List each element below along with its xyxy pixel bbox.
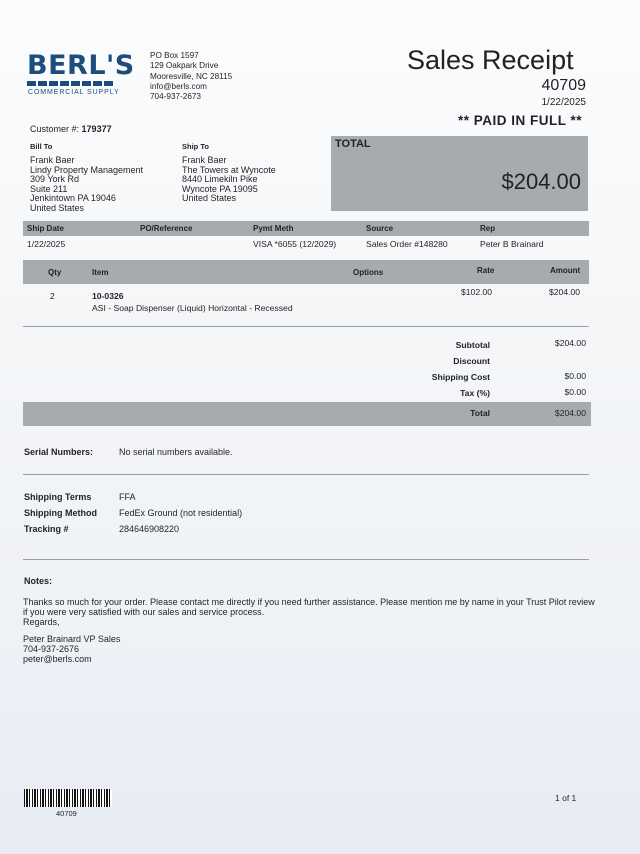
shipping-cost-value: $0.00 [564, 371, 586, 381]
items-header-options: Options [353, 268, 384, 277]
serial-numbers-label: Serial Numbers: [24, 447, 94, 457]
shipping-method-value: FedEx Ground (not residential) [119, 508, 243, 518]
tax-value: $0.00 [564, 387, 586, 397]
ship-to-address [182, 156, 276, 204]
ship-to-line: The Towers at Wyncote [182, 164, 276, 175]
address-line: 704-937-2673 [150, 92, 201, 102]
order-payment-method: VISA *6055 (12/2029) [253, 239, 337, 249]
address-line: info@berls.com [150, 81, 208, 91]
order-source: Sales Order #148280 [366, 239, 448, 249]
bill-to-label: Bill To [30, 142, 53, 151]
items-header-amount: Amount [550, 266, 581, 275]
address-line: 129 Oakpark Drive [150, 61, 219, 71]
tracking-number: 284646908220 [119, 524, 180, 534]
items-header-rate: Rate [477, 266, 495, 275]
row-item-code: 10-0326 [92, 291, 124, 301]
notes-label: Notes: [24, 576, 53, 586]
subtotal-label: Subtotal [455, 340, 490, 350]
total-box-label: TOTAL [335, 138, 371, 150]
signature-name: Peter Brainard VP Sales [23, 634, 121, 644]
shipping-cost-label: Shipping Cost [431, 372, 490, 382]
signature-phone: 704-937-2676 [23, 644, 80, 654]
divider [23, 326, 589, 327]
ship-to-line: Wyncote PA 19095 [182, 183, 258, 194]
subtotal-value: $204.00 [554, 338, 586, 348]
notes-text: Thanks so much for your order. Please contact me directly if you need further assistance. Please mention me by name in your Trust Pilot review if you were very satisfied with our sales and service process. [23, 597, 595, 617]
total-box [331, 136, 588, 211]
order-header-rep: Rep [480, 224, 496, 233]
total-row [23, 402, 591, 426]
order-info-header [23, 221, 589, 236]
page-number: 1 of 1 [555, 793, 577, 803]
bill-to-line: Jenkintown PA 19046 [30, 193, 116, 204]
receipt-date: 1/22/2025 [541, 97, 586, 108]
order-header-source: Source [366, 224, 394, 233]
order-rep: Peter B Brainard [480, 239, 544, 249]
signature-email: peter@berls.com [23, 654, 92, 664]
company-logo: BERL'S [27, 50, 135, 81]
items-header-item: Item [92, 268, 109, 277]
barcode [24, 789, 112, 807]
ship-to-label: Ship To [182, 142, 209, 151]
order-header-payment: Pymt Meth [253, 224, 294, 233]
ship-to-line: 8440 Limekiln Pike [182, 174, 258, 185]
bill-to-line: Suite 211 [30, 183, 68, 194]
barcode-number: 40709 [56, 809, 77, 818]
row-item-description: ASI - Soap Dispenser (Liquid) Horizontal - Recessed [92, 303, 293, 313]
company-address [150, 51, 232, 102]
order-header-po: PO/Reference [140, 224, 193, 233]
shipping-terms-value: FFA [119, 492, 136, 502]
logo-subtitle: COMMERCIAL SUPPLY [28, 89, 120, 96]
row-amount: $204.00 [549, 287, 581, 297]
address-line: Mooresville, NC 28115 [150, 71, 233, 81]
notes-closing: Regards, [23, 617, 60, 627]
bill-to-line: Frank Baer [30, 155, 75, 165]
total-label: Total [470, 408, 490, 418]
address-line: PO Box 1597 [150, 51, 199, 60]
table-row [23, 287, 589, 317]
logo-bar [27, 81, 113, 86]
discount-label: Discount [453, 356, 490, 366]
total-box-amount: $204.00 [501, 169, 581, 194]
document-title: Sales Receipt [407, 45, 574, 75]
order-ship-date: 1/22/2025 [27, 239, 66, 249]
shipping-terms-label: Shipping Terms [24, 492, 92, 502]
ship-to-line: Frank Baer [182, 155, 227, 165]
customer-number [30, 124, 112, 134]
divider [23, 559, 589, 560]
notes-block [23, 597, 598, 627]
shipping-method-label: Shipping Method [24, 508, 97, 518]
signature-block [23, 634, 120, 664]
tracking-label: Tracking # [24, 524, 69, 534]
bill-to-line: United States [30, 202, 85, 213]
receipt-number: 40709 [541, 77, 586, 94]
serial-numbers-value: No serial numbers available. [119, 447, 233, 457]
bill-to-line: Lindy Property Management [30, 164, 144, 175]
divider [23, 474, 589, 475]
row-qty: 2 [50, 291, 55, 301]
customer-label: Customer #: [30, 124, 80, 134]
customer-value: 179377 [81, 124, 112, 134]
row-rate: $102.00 [461, 287, 493, 297]
items-header-qty: Qty [48, 268, 62, 277]
tax-label: Tax (%) [460, 388, 490, 398]
total-value: $204.00 [554, 408, 586, 418]
bill-to-line: 309 York Rd [30, 174, 80, 185]
bill-to-address [30, 156, 143, 214]
ship-to-line: United States [182, 193, 237, 204]
order-header-ship-date: Ship Date [27, 224, 64, 233]
paid-status: ** PAID IN FULL ** [457, 113, 582, 128]
